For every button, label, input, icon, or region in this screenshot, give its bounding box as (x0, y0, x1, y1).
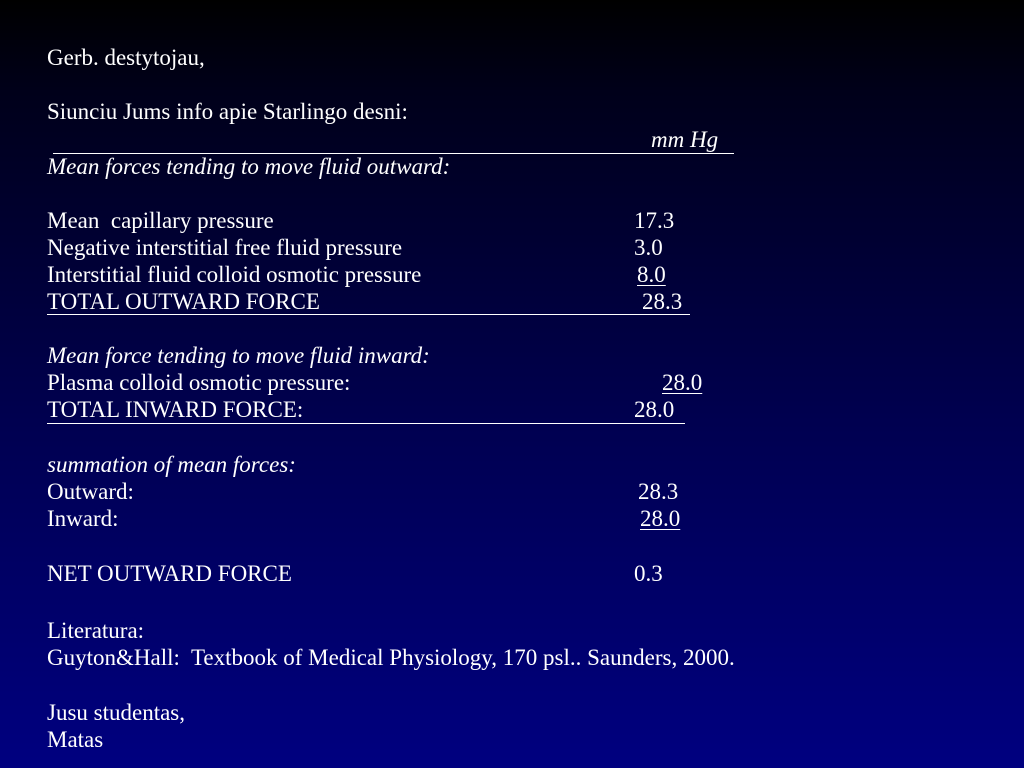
greeting: Gerb. destytojau, (47, 45, 205, 70)
unit-header: mm Hg (651, 127, 719, 152)
summation-row-value: 28.0 (640, 506, 681, 531)
inward-row-label: Plasma colloid osmotic pressure: (47, 370, 351, 395)
net-outward-label: NET OUTWARD FORCE (47, 561, 292, 586)
signature: Matas (47, 727, 104, 752)
inward-heading: Mean force tending to move fluid inward: (47, 343, 430, 368)
outward-row-value: 17.3 (634, 208, 675, 233)
outward-row-value: 3.0 (634, 235, 663, 260)
total-outward-label: TOTAL OUTWARD FORCE (47, 289, 320, 314)
outward-row-value: 8.0 (637, 262, 666, 287)
literature-citation: Guyton&Hall: Textbook of Medical Physiology, 170 psl.. Saunders, 2000. (47, 645, 735, 670)
literature-heading: Literatura: (47, 618, 145, 643)
total-inward-underline (47, 423, 685, 424)
summation-heading: summation of mean forces: (47, 452, 296, 477)
total-outward-value: 28.3 (642, 289, 683, 314)
outward-row-label: Negative interstitial free fluid pressure (47, 235, 403, 260)
total-inward-label: TOTAL INWARD FORCE: (47, 397, 304, 422)
intro-line: Siunciu Jums info apie Starlingo desni: (47, 99, 408, 124)
closing-line: Jusu studentas, (47, 700, 185, 725)
summation-row-value: 28.3 (638, 479, 679, 504)
summation-row-label: Outward: (47, 479, 134, 504)
outward-heading: Mean forces tending to move fluid outward: (47, 154, 451, 179)
summation-row-label: Inward: (47, 506, 119, 531)
outward-row-label: Mean capillary pressure (47, 208, 274, 233)
inward-row-value: 28.0 (662, 370, 703, 395)
total-inward-value: 28.0 (634, 397, 675, 422)
outward-row-label: Interstitial fluid colloid osmotic pressure (47, 262, 422, 287)
net-outward-value: 0.3 (634, 561, 663, 586)
